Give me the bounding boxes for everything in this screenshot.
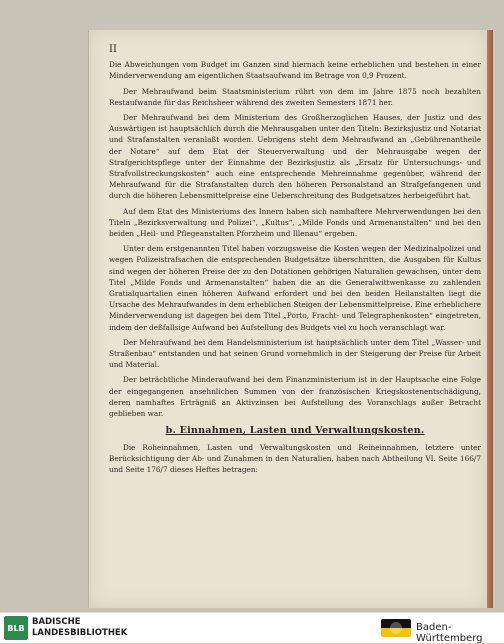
paragraph-4: Auf dem Etat des Ministeriums des Innern haben sich namhaftere Mehrverwendungen bei den Titeln „Bezirksverwaltung und Polizei“, „Kultus“, „Milde Fonds und Armenanstalten“ und bei den beiden „Heil- und Pflegeanstalten Pforzheim und Illenau“ ergeben. bbox=[109, 206, 481, 239]
lion-flag-icon[interactable] bbox=[381, 619, 411, 637]
blb-logo-text[interactable] bbox=[32, 617, 127, 639]
lion-icon bbox=[390, 622, 402, 634]
page-content bbox=[109, 44, 481, 479]
blb-logo-line1: BADISCHE bbox=[32, 617, 81, 627]
paragraph-3: Der Mehraufwand bei dem Ministerium des Großherzoglichen Hauses, der Justiz und des Auswärtigen ist hauptsächlich durch die Mehrausgaben unter den Titeln: Bezirksjustiz und Notariat und Strafanstalten veranlaßt worden. Uebrigens steht dem Mehraufwand an „Gebührenantheile der Notare“ auf dem Etat der Steuerverwaltung und der Mehrausgabe wegen der Strafgerichtspflege unter der Einnahme der Bezirksjustiz als „Ersatz für Untersuchungs- und Strafvollstreckungskosten“ auch eine entsprechende Mehreinnahme gegenüber, während der Mehraufwand für die Strafanstalten durch den höheren Personalstand an Strafgefangenen und durch die höheren Lebensmittelpreise eine Ueberschreitung des Budgetsatzes herbeigeführt hat. bbox=[109, 113, 481, 201]
blb-logo-line2: LANDESBIBLIOTHEK bbox=[32, 628, 128, 638]
document-page bbox=[88, 30, 487, 608]
paragraph-7: Der beträchtliche Minderaufwand bei dem Finanzministerium ist in der Hauptsache eine Folge der eingegangenen ansehnlichen Summen von der französischen Kriegskostenentschädigung, deren namhaftes Erträgniß an Aktivzinsen bei Aufstellung des Voranschlags außer Betracht geblieben war. bbox=[109, 375, 481, 419]
baden-wuerttemberg-logo-text[interactable]: Baden-Württemberg bbox=[416, 622, 483, 644]
section-heading: b. Einnahmen, Lasten und Verwaltungskosten. bbox=[165, 425, 425, 437]
paragraph-6: Der Mehraufwand bei dem Handelsministerium ist hauptsächlich unter dem Titel „Wasser- und Straßenbau“ entstanden und hat seinen Grund vornehmlich in der Steigerung der Preise für Arbeit und Material. bbox=[109, 337, 481, 370]
viewer-footer bbox=[0, 612, 504, 643]
blb-logo-icon[interactable]: BLB bbox=[4, 616, 28, 640]
closing-paragraph: Die Roheinnahmen, Lasten und Verwaltungskosten und Reineinnahmen, letztere unter Berücksichtigung der Ab- und Zunahmen in den Naturalien, haben nach Abtheilung VI. Seite 166/7 und Seite 176/7 dieses Heftes betragen: bbox=[109, 442, 481, 474]
page-edge bbox=[487, 30, 493, 608]
paragraph-2: Der Mehraufwand beim Staatsministerium rührt von dem im Jahre 1875 noch bezahlten Restaufwande für das Reichsheer während des zweiten Semesters 1871 her. bbox=[109, 86, 481, 107]
paragraph-5: Unter dem erstgenannten Titel haben vorzugsweise die Kosten wegen der Medizinalpolizei und wegen Polizeistrafsachen die entsprechenden Budgetsätze überschritten, die Ausgaben für Kultus sind wegen der höheren Preise der zu den Dotationen gehörigen Naturalien gewachsen, unter dem Titel „Milde Fonds und Armenanstalten“ haben die an die Generalwittwenkasse zu zahlenden Gratialquartalien einen höheren Aufwand erfordert und bei den beiden Heilanstalten liegt die Ursache des Mehraufwandes in dem erheblichen Steigen der Lebensmittelpreise. Eine erheblichere Minderverwendung ist dagegen bei dem Titel „Porto, Fracht- und Telegraphenkosten“ eingetreten, indem der deßfallsige Aufwand bei Aufstellung des Budgets viel zu hoch veranschlagt war. bbox=[109, 244, 481, 332]
paragraph-1: Die Abweichungen vom Budget im Ganzen sind hiernach keine erheblichen und bestehen in einer Minderverwendung am eigentlichen Staatsaufwand im Betrage von 0,9 Prozent. bbox=[109, 60, 481, 81]
page-number: II bbox=[109, 44, 117, 55]
